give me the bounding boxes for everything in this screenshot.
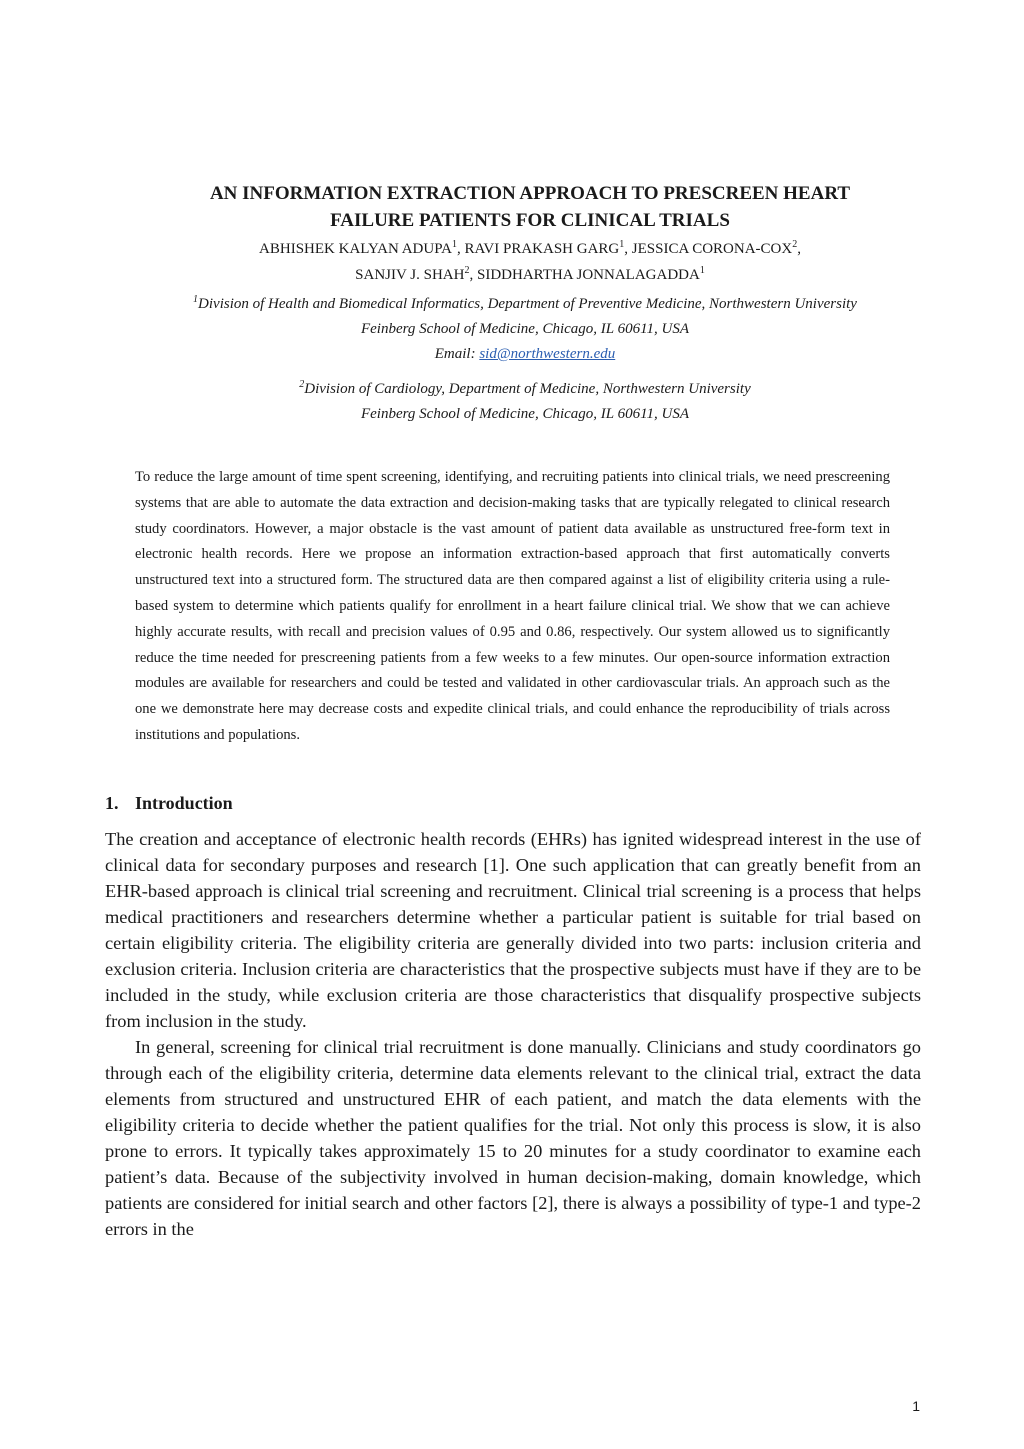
author-name: SIDDHARTHA JONNALAGADDA bbox=[476, 267, 700, 283]
paragraph: The creation and acceptance of electronic health records (EHRs) has ignited widespread interest in the use of clinical data for secondary purposes and research [1]. One such application that can greatly benefit from an EHR-based approach is clinical trial screening and recruitment. Clinical trial screening is a process that helps medical practitioners and researchers determine whether a particular patient is suitable for trial based on certain eligibility criteria. The eligibility criteria are generally divided into two parts: inclusion criteria and exclusion criteria. Inclusion criteria are characteristics that the prospective subjects must have if they are to be included in the study, while exclusion criteria are those characteristics that disqualify prospective subjects from inclusion in the study. bbox=[105, 829, 921, 1031]
body-text bbox=[105, 826, 921, 1242]
affiliation-line: Feinberg School of Medicine, Chicago, IL 60611, USA bbox=[360, 321, 689, 337]
paragraph: In general, screening for clinical trial recruitment is done manually. Clinicians and study coordinators go through each of the eligibility criteria, determine data elements relevant to the clinical trial, extract the data elements from structured and unstructured EHR of each patient, and match the data elements with the eligibility criteria to decide whether the patient qualifies for the trial. Not only this process is slow, it is also prone to errors. It typically takes approximately 15 to 20 minutes for a study coordinator to examine each patient’s data. Because of the subjectivity involved in human decision-making, domain knowledge, which patients are considered for initial search and other factors [2], there is always a possibility of type-1 and type-2 errors in the bbox=[105, 1037, 921, 1239]
title-line-1: AN INFORMATION EXTRACTION APPROACH TO PRESCREEN HEART bbox=[209, 183, 851, 204]
affiliation-mark: 2 bbox=[299, 379, 305, 390]
affiliation-line: Division of Cardiology, Department of Medicine, Northwestern University bbox=[304, 381, 751, 397]
page-number: 1 bbox=[912, 1398, 920, 1414]
email-link[interactable]: sid@northwestern.edu bbox=[479, 346, 616, 362]
affiliation-line: Division of Health and Biomedical Informatics, Department of Preventive Medicine, Northwestern University bbox=[198, 296, 857, 312]
abstract: To reduce the large amount of time spent screening, identifying, and recruiting patients into clinical trials, we need prescreening systems that are able to automate the data extraction and decision-making tasks that are typically relegated to clinical research study coordinators. However, a major obstacle is the vast amount of patient data available as unstructured free-form text in electronic health records. Here we propose an information extraction-based approach that first automatically converts unstructured text into a structured form. The structured data are then compared against a list of eligibility criteria using a rule-based system to determine which patients qualify for enrollment in a heart failure clinical trial. We show that we can achieve highly accurate results, with recall and precision values of 0.95 and 0.86, respectively. Our system allowed us to significantly reduce the time needed for prescreening patients from a few weeks to a few minutes. Our open-source information extraction modules are available for researchers and could be tested and validated in other cardiovascular trials. An approach such as the one we demonstrate here may decrease costs and expedite clinical trials, and could enhance the reproducibility of trials across institutions and populations. bbox=[135, 469, 890, 743]
affiliation-1 bbox=[90, 292, 960, 367]
author-affiliation-mark: 1 bbox=[452, 239, 457, 250]
author-affiliation-mark: 1 bbox=[699, 265, 705, 276]
affiliation-2 bbox=[90, 377, 960, 427]
section-title: Introduction bbox=[135, 793, 233, 813]
author-affiliation-mark: 2 bbox=[464, 265, 470, 276]
author-name: SANJIV J. SHAH bbox=[355, 267, 465, 283]
affiliation-line: Feinberg School of Medicine, Chicago, IL 60611, USA bbox=[360, 406, 689, 422]
email-label: Email: bbox=[434, 346, 480, 362]
title-line-2: FAILURE PATIENTS FOR CLINICAL TRIALS bbox=[330, 210, 730, 231]
paper-title bbox=[100, 180, 960, 234]
section-heading-introduction bbox=[105, 790, 233, 816]
author-name: ABHISHEK KALYAN ADUPA bbox=[259, 241, 452, 257]
section-number: 1. bbox=[105, 793, 119, 813]
author-name: RAVI PRAKASH GARG bbox=[464, 241, 620, 257]
author-affiliation-mark: 1 bbox=[619, 239, 625, 250]
affiliation-mark: 1 bbox=[193, 294, 199, 305]
author-affiliation-mark: 2 bbox=[792, 239, 798, 250]
author-name: JESSICA CORONA-COX bbox=[631, 241, 793, 257]
author-list: ABHISHEK KALYAN ADUPA$^1$, RAVI PRAKASH GARG$^1$, JESSICA CORONA-COX$^2$, SANJIV J. SHAH$^2$, SIDDHARTHA JONNALAGADDA$^1$ bbox=[259, 239, 801, 283]
